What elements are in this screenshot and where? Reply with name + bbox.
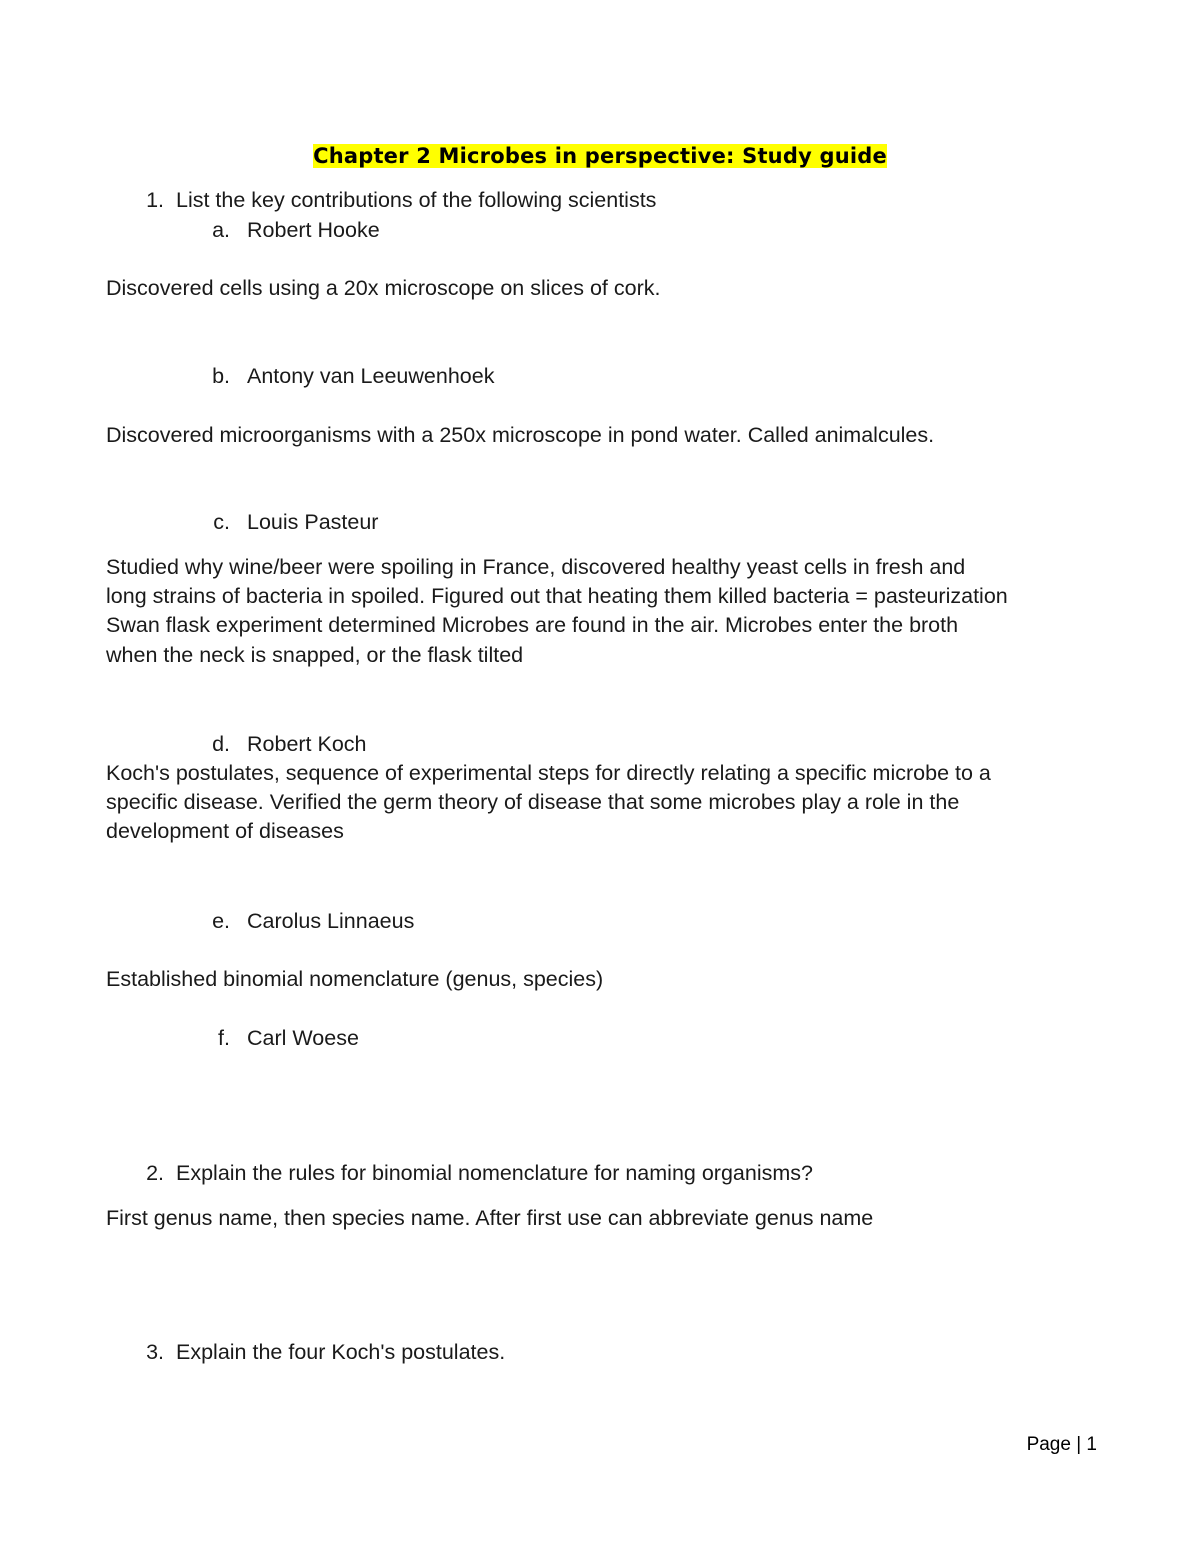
page-number-footer: Page | 1 [1026,1434,1097,1455]
item-d-answer-line: specific disease. Verified the germ theory of disease that some microbes play a role in the [106,790,960,814]
item-d-answer-line: development of diseases [106,819,344,843]
item-b-answer: Discovered microorganisms with a 250x microscope in pond water. Called animalcules. [106,423,935,447]
title-text: Chapter 2 Microbes in perspective: Study guide [313,144,887,168]
item-d-marker: d. [212,732,230,756]
question-3-text: Explain the four Koch's postulates. [176,1340,506,1364]
item-a-name: Robert Hooke [247,218,380,242]
item-a-answer: Discovered cells using a 20x microscope on slices of cork. [106,276,661,300]
item-b-marker: b. [212,364,230,388]
item-b-name: Antony van Leeuwenhoek [247,364,495,388]
item-e-marker: e. [212,909,230,933]
page-title [0,141,1200,174]
item-c-answer-line: when the neck is snapped, or the flask tilted [106,643,524,667]
question-2-text: Explain the rules for binomial nomenclature for naming organisms? [176,1161,813,1185]
item-c-name: Louis Pasteur [247,510,379,534]
item-d-answer-line: Koch's postulates, sequence of experimental steps for directly relating a specific microbe to a [106,761,991,785]
item-c-answer-line: long strains of bacteria in spoiled. Figured out that heating them killed bacteria = pasteurization [106,584,1008,608]
item-e-answer: Established binomial nomenclature (genus, species) [106,967,604,991]
item-c-marker: c. [213,510,230,534]
question-2-answer: First genus name, then species name. After first use can abbreviate genus name [106,1206,874,1230]
item-e-name: Carolus Linnaeus [247,909,415,933]
question-3-number: 3. [146,1340,164,1364]
item-c-answer-line: Studied why wine/beer were spoiling in France, discovered healthy yeast cells in fresh and [106,555,966,579]
item-c-answer-line: Swan flask experiment determined Microbes are found in the air. Microbes enter the broth [106,613,959,637]
item-d-name: Robert Koch [247,732,367,756]
question-2-number: 2. [146,1161,164,1185]
item-f-name: Carl Woese [247,1026,359,1050]
question-1-number: 1. [146,188,164,212]
item-f-marker: f. [218,1026,230,1050]
item-a-marker: a. [212,218,230,242]
question-1-text: List the key contributions of the following scientists [176,188,657,212]
